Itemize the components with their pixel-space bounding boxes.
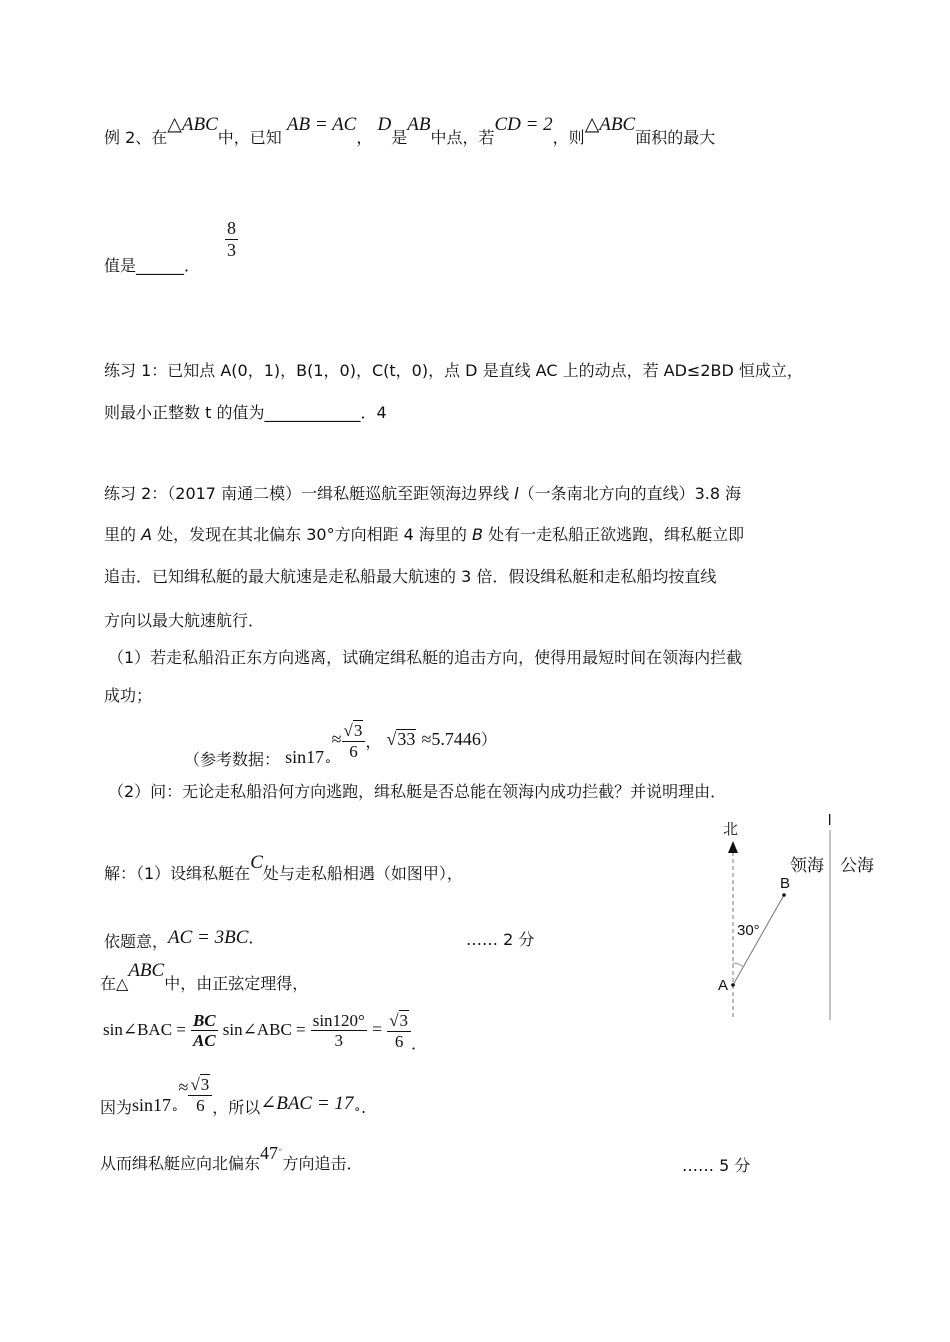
solution-line2 — [104, 927, 265, 951]
text: 依题意， — [104, 932, 169, 951]
numerator: sin120° — [312, 1010, 365, 1030]
question1-line1 — [108, 650, 742, 666]
denominator: 3 — [334, 1031, 344, 1051]
math-d: D — [377, 114, 392, 135]
numerator: 3 — [200, 1075, 210, 1094]
text: （2）问：无论走私船沿何方向逃跑，缉私艇是否总能在领海内成功拦截？并说明理由． — [108, 782, 727, 801]
text: 则最小正整数 t 的值为____________．4 — [104, 403, 387, 422]
text: 处有一走私船正欲逃跑，缉私艇立即 — [483, 525, 745, 544]
text: ， — [356, 128, 373, 147]
math-ab: AB — [407, 114, 431, 135]
period: . — [360, 1098, 367, 1118]
degree-mark: ∘ — [171, 1102, 179, 1117]
ref-label: （参考数据： — [184, 750, 281, 770]
text: 在△ — [100, 974, 129, 993]
math-triangle-abc-2: △ABC — [584, 114, 636, 135]
reference-data — [184, 720, 497, 770]
point-a-dot — [731, 983, 735, 987]
degree-mark: ° — [278, 1148, 283, 1158]
fraction-sin120 — [311, 1011, 367, 1051]
paren-close: ） — [480, 730, 497, 750]
practice1-line2 — [104, 405, 387, 421]
text: 方向以最大航速航行． — [104, 611, 265, 630]
sqrt-33-approx: ≈5.7446 — [421, 729, 481, 750]
north-label: 北 — [723, 821, 739, 838]
text: 追击．已知缉私艇的最大航速是走私船最大航速的 3 倍．假设缉私艇和走私船均按直线 — [104, 567, 717, 586]
score-5 — [682, 1158, 750, 1174]
solution-line6 — [100, 1143, 363, 1173]
north-arrow-icon — [728, 841, 738, 853]
approx: ≈ — [178, 1077, 189, 1098]
practice2-line2 — [104, 527, 744, 543]
equals: = — [371, 1019, 383, 1040]
text: 方向追击． — [282, 1154, 363, 1173]
ref-fraction: $\frac{√3}{6}$ — [342, 720, 366, 761]
text: 中，已知 — [217, 128, 282, 147]
comma: ， — [365, 732, 382, 752]
math-abc: ABC — [128, 960, 165, 981]
line-l-label: l — [828, 812, 832, 829]
sine-law-equation — [103, 1010, 427, 1054]
sin17: sin17 — [285, 747, 325, 768]
numerator: BC — [192, 1010, 216, 1030]
high-seas-label: 公海 — [840, 856, 874, 875]
var-b: B — [472, 525, 484, 544]
period: ． — [411, 1034, 428, 1054]
segment-ab — [733, 895, 784, 985]
point-a-label: A — [718, 977, 729, 994]
text: 里的 — [104, 525, 142, 544]
var-c: C — [250, 852, 263, 873]
practice2-line3 — [104, 569, 716, 585]
ref-numerator: 3 — [353, 721, 363, 740]
question2 — [108, 784, 726, 800]
question1-line2 — [104, 688, 152, 704]
text: 面积的最大 — [635, 128, 716, 147]
text: ． — [248, 928, 265, 947]
text: 中，由正弦定理得， — [164, 974, 309, 993]
fraction-sqrt3-6: $\frac{√3}{6}$ — [387, 1010, 411, 1051]
sin17: sin17 — [132, 1095, 172, 1116]
text: ，所以 — [212, 1098, 261, 1118]
text: 练习 1：已知点 A(0，1)，B(1，0)，C(t，0)，点 D 是直线 AC 上的动点，若 AD≤2BD 恒成立， — [104, 361, 803, 380]
answer-denominator: 3 — [227, 239, 236, 260]
text: 解：（1）设缉私艇在 — [104, 864, 251, 883]
example2-line1 — [104, 114, 716, 147]
sqrt-33: √33 — [386, 729, 416, 750]
point-b-dot — [782, 893, 786, 897]
angle-47: 47 — [260, 1143, 279, 1163]
math-ac-eq-3bc: AC = 3BC — [168, 927, 249, 948]
score-text: …… 5 分 — [682, 1156, 751, 1175]
text: 因为 — [100, 1098, 133, 1118]
fraction-bc-ac — [191, 1011, 218, 1051]
math-cd-eq-2: CD = 2 — [494, 114, 553, 135]
example2-line2 — [104, 258, 200, 274]
ref-denominator: 6 — [349, 741, 358, 761]
var-a: A — [141, 525, 153, 544]
math-triangle-abc: △ABC — [167, 114, 218, 135]
text: 处与走私船相遇（如图甲）， — [262, 864, 463, 883]
example-label: 例 2、在 — [104, 128, 168, 147]
practice2-line4 — [104, 613, 264, 629]
text: ，则 — [552, 128, 585, 147]
solution-line1 — [104, 852, 463, 883]
sin-abc: sin∠ABC = — [222, 1020, 306, 1040]
sin-bac: sin∠BAC = — [103, 1020, 186, 1040]
text: 从而缉私艇应向北偏东 — [100, 1154, 261, 1173]
practice1-line1 — [104, 363, 803, 379]
approx: ≈ — [331, 729, 342, 750]
angle-arc — [733, 963, 744, 967]
score-2 — [466, 932, 534, 948]
degree-mark: ∘ — [353, 1102, 361, 1117]
text: 成功； — [104, 686, 153, 705]
math-angle-bac: ∠BAC = 17 — [260, 1093, 354, 1115]
answer-numerator: 8 — [227, 218, 236, 238]
fraction-sqrt3-6: $\frac{√3}{6}$ — [188, 1074, 212, 1115]
text: （一条南北方向的直线）3.8 海 — [518, 484, 742, 503]
text: 中点，若 — [430, 128, 495, 147]
math-ab-eq-ac: AB = AC — [286, 114, 357, 135]
angle-label: 30° — [737, 922, 760, 939]
denominator: 6 — [394, 1031, 404, 1051]
blank-line: 值是______． — [104, 256, 201, 275]
territorial-sea-label: 领海 — [790, 856, 824, 875]
text: （1）若走私船沿正东方向逃离，试确定缉私艇的追击方向，使得用最短时间在领海内拦截 — [108, 648, 743, 667]
score-text: …… 2 分 — [466, 930, 535, 949]
text: 是 — [391, 128, 408, 147]
denominator: 6 — [196, 1095, 205, 1115]
denominator: AC — [192, 1031, 216, 1051]
practice2-line1 — [104, 486, 741, 502]
text: 练习 2：（2017 南通二模）一缉私艇巡航至距领海边界线 — [104, 484, 515, 503]
var-l: l — [514, 484, 519, 503]
point-b-label: B — [780, 875, 791, 892]
solution-line3 — [100, 960, 309, 993]
answer-fraction — [225, 218, 238, 260]
degree-mark: ∘ — [324, 754, 332, 769]
solution-line5 — [100, 1074, 366, 1122]
text: 处，发现在其北偏东 30°方向相距 4 海里的 — [152, 525, 473, 544]
numerator: 3 — [399, 1011, 409, 1030]
sqrt-33-value: 33 — [397, 729, 416, 750]
